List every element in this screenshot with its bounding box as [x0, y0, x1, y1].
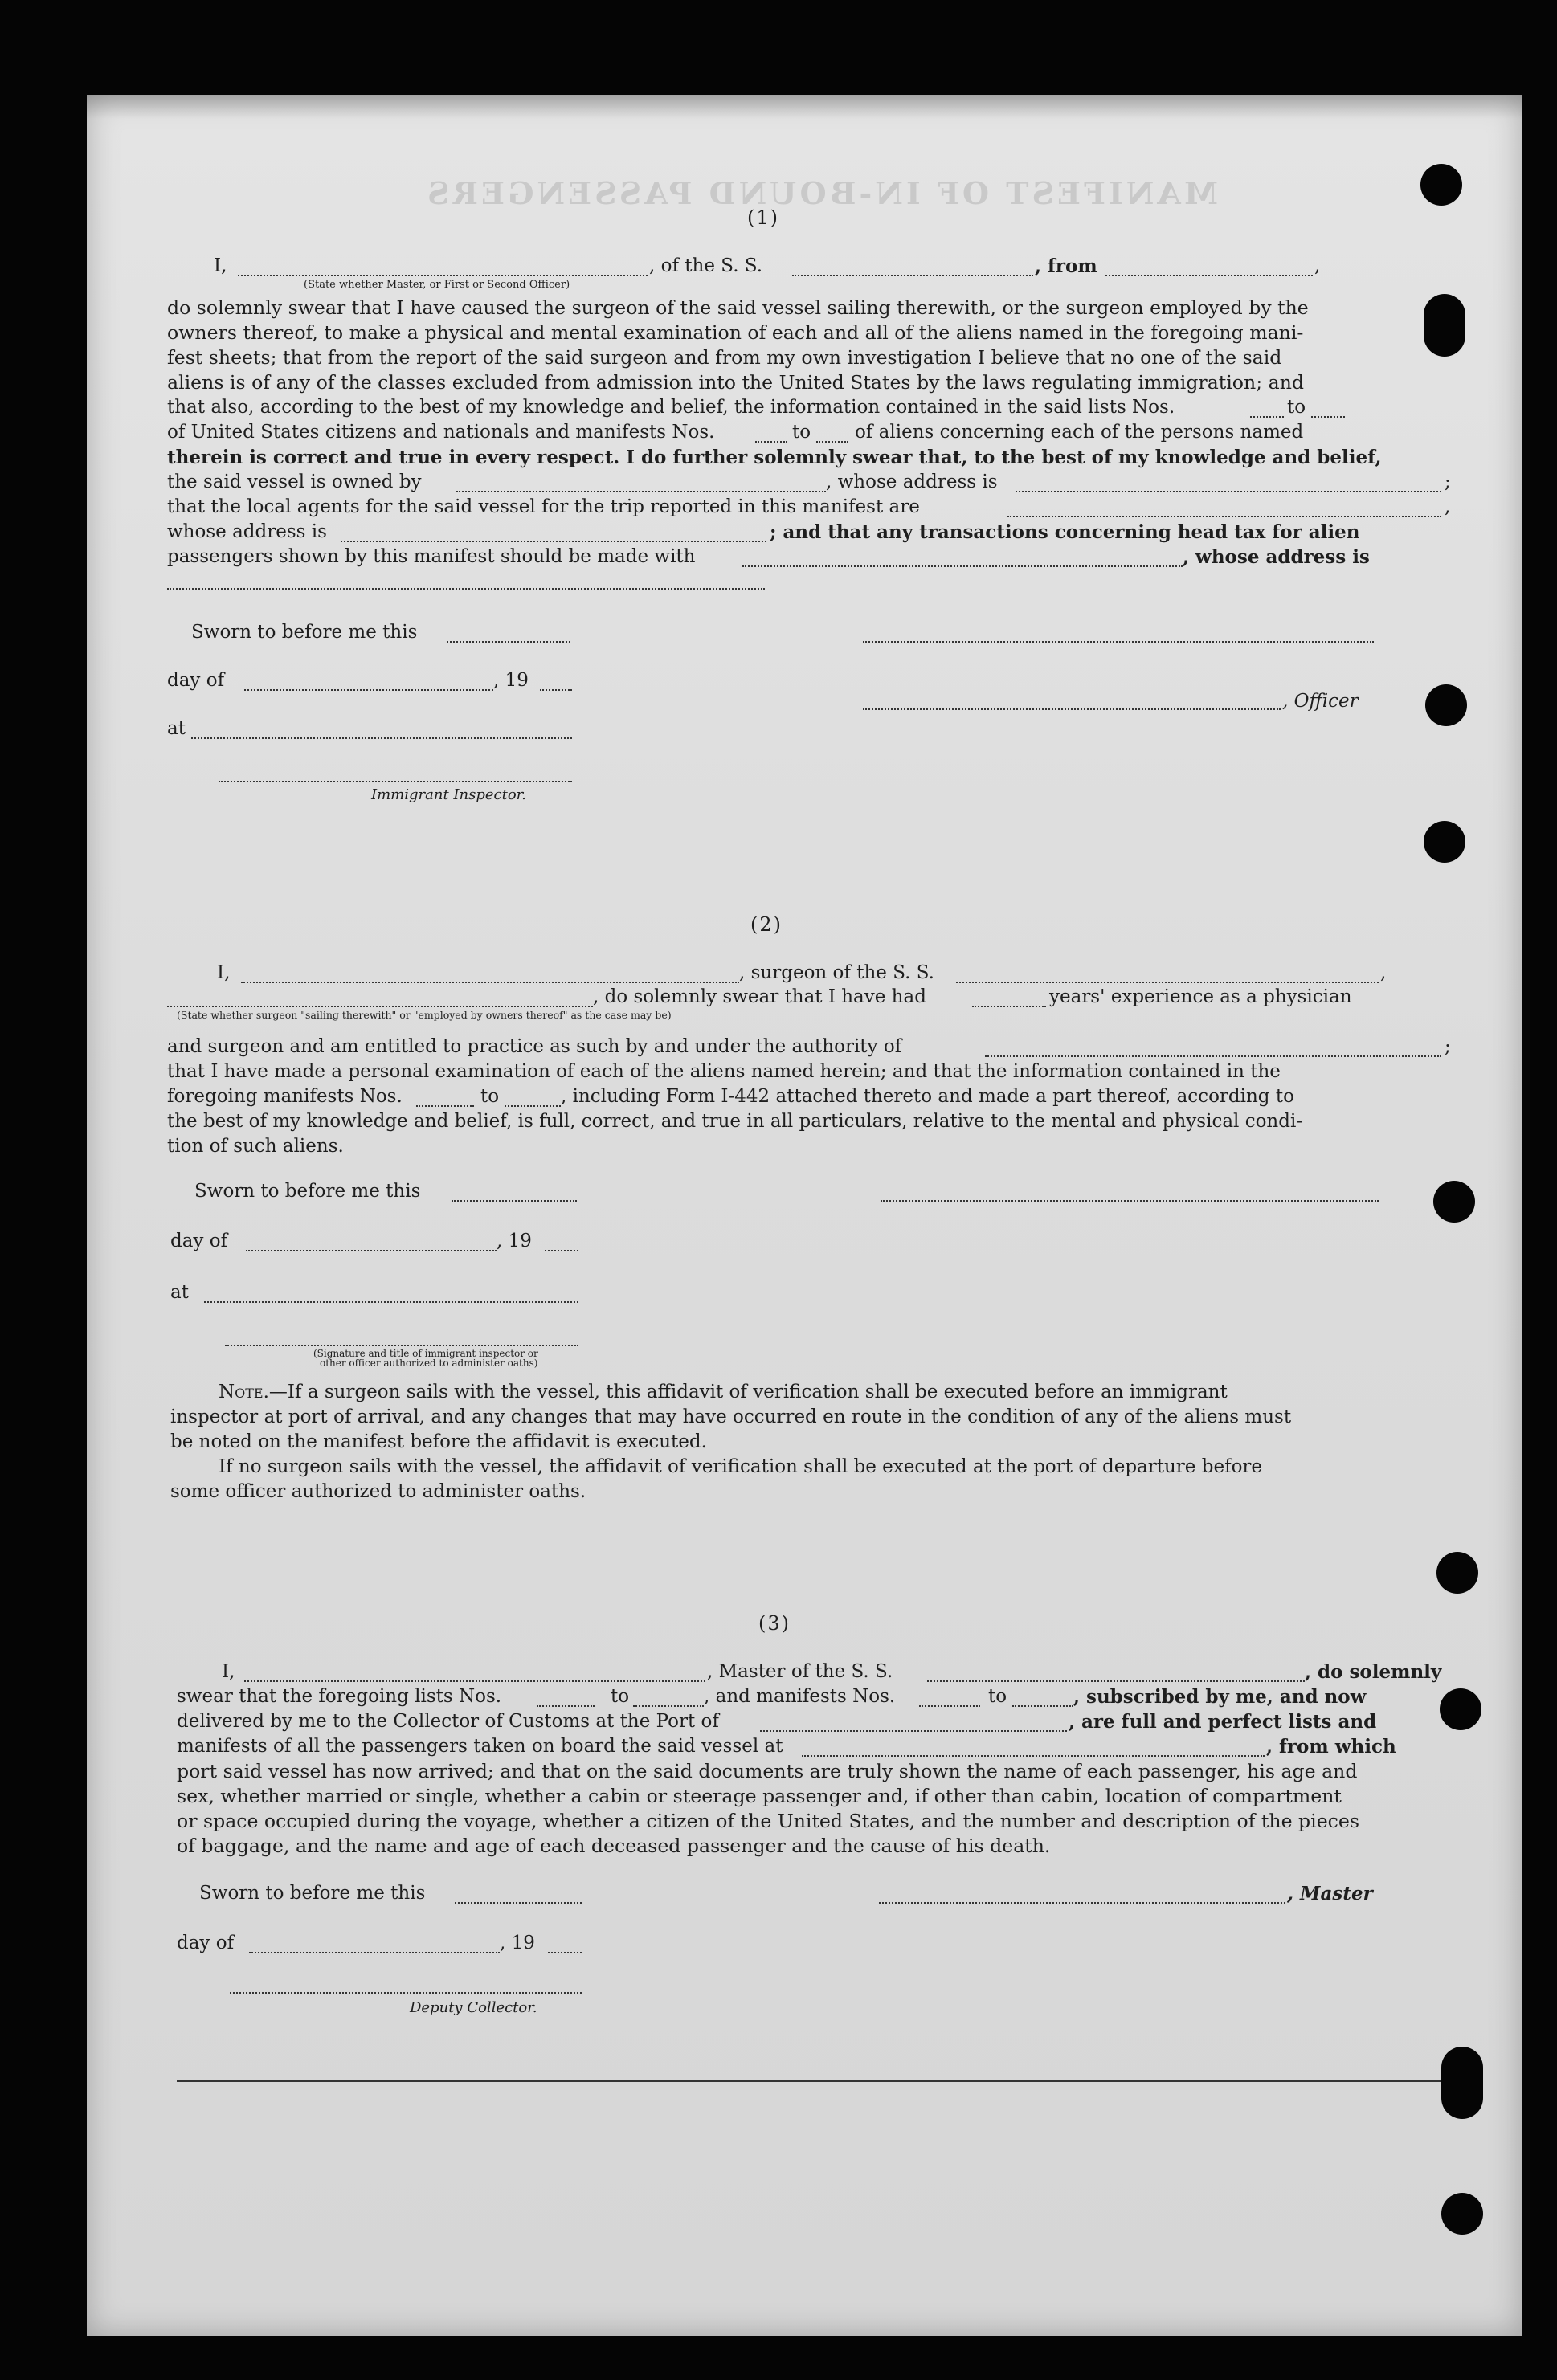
s1-manifests-to-blank	[816, 441, 848, 443]
s2-years: years' experience as a physician	[1049, 986, 1352, 1007]
s2-year-blank	[545, 1250, 578, 1251]
s1-sworn: Sworn to before me this	[191, 622, 418, 643]
s2-signature-line	[881, 1200, 1379, 1202]
s1-lists-to-blank	[1311, 416, 1345, 418]
s2-belief: the best of my knowledge and belief, is full, correct, and true in all particulars, relative to the mental and physical condi-	[167, 1111, 1303, 1132]
binder-hole-1	[1420, 164, 1462, 206]
s3-full-perfect: , are full and perfect lists and	[1069, 1711, 1377, 1733]
s2-authority-blank	[985, 1055, 1441, 1057]
s2-sworn-blank	[452, 1200, 577, 1202]
s2-semicolon: ;	[1445, 1036, 1451, 1057]
s1-lists-text: that also, according to the best of my knowledge and belief, the information contained in the said lists Nos.	[167, 397, 1175, 418]
s2-comma: ,	[1380, 962, 1387, 983]
s1-ship-name-blank	[792, 275, 1033, 276]
s1-manifests-from-blank	[755, 441, 787, 443]
s3-lists-to: to	[611, 1686, 630, 1707]
s3-deputy-line	[230, 1992, 582, 1994]
s3-master-of: , Master of the S. S.	[707, 1661, 893, 1682]
s2-inspector-line	[225, 1345, 578, 1346]
s2-sworn: Sworn to before me this	[194, 1181, 421, 1202]
s2-note-line-2: inspector at port of arrival, and any changes that may have occurred en route in the condition of any of the aliens must	[170, 1406, 1292, 1427]
s2-condition: tion of such aliens.	[167, 1136, 344, 1157]
s3-sworn: Sworn to before me this	[199, 1883, 426, 1904]
s1-officer-line	[863, 708, 1281, 710]
s1-agents-comma: ,	[1445, 496, 1451, 517]
s2-at: at	[170, 1282, 189, 1303]
s2-manifests-nos: foregoing manifests Nos.	[167, 1086, 403, 1107]
s2-solemnly: , do solemnly swear that I have had	[593, 986, 926, 1007]
s3-manifests-of-all: manifests of all the passengers taken on board the said vessel at	[177, 1736, 783, 1757]
s3-solemnly: , do solemnly	[1305, 1661, 1442, 1683]
s3-subscribed: , subscribed by me, and now	[1073, 1686, 1367, 1708]
s1-at: at	[167, 718, 186, 739]
s1-oath-line-3: fest sheets; that from the report of the said surgeon and from my own investigation I believe that no one of the said	[167, 346, 1282, 369]
s1-oath-line-4: aliens is of any of the classes excluded from admission into the United States by the laws regulating immigration; and	[167, 371, 1305, 394]
s2-manifests-to-blank	[505, 1105, 561, 1107]
s1-officer-signature-line	[863, 641, 1374, 643]
s1-owner-address-blank	[1016, 491, 1441, 492]
s1-whose-address-2: , whose address is	[1183, 546, 1370, 568]
s2-sig-note-1: (Signature and title of immigrant inspector or	[313, 1348, 538, 1359]
s2-examination: that I have made a personal examination of each of the aliens named herein; and that the information contained in the	[167, 1061, 1281, 1082]
s3-from-which: , from which	[1266, 1736, 1396, 1757]
s3-embarked-blank	[802, 1755, 1265, 1757]
s1-aliens-text: of aliens concerning each of the persons named	[855, 422, 1304, 443]
s3-manifests-from-blank	[919, 1705, 980, 1707]
s2-note-label: Note.	[219, 1382, 269, 1402]
binder-hole-4	[1424, 821, 1465, 863]
s3-sworn-blank	[455, 1902, 582, 1904]
binder-hole-2	[1424, 294, 1465, 357]
s3-oath-line-4: of baggage, and the name and age of each deceased passenger and the cause of his death.	[177, 1835, 1051, 1857]
s1-lists-from-blank	[1250, 416, 1284, 418]
s2-manifests-from-blank	[416, 1105, 474, 1107]
s1-oath-line-2: owners thereof, to make a physical and mental examination of each and all of the aliens named in the foregoing mani-	[167, 321, 1304, 344]
s1-head-tax-address-blank	[167, 588, 765, 590]
s2-sig-note-2: other officer authorized to administer oaths)	[320, 1357, 538, 1369]
s3-oath-line-2: sex, whether married or single, whether a cabin or steerage passenger and, if other than cabin, location of compartment	[177, 1785, 1342, 1807]
s2-note-line-4: If no surgeon sails with the vessel, the affidavit of verification shall be executed at the port of departure before	[219, 1456, 1263, 1477]
s3-ship-name-blank	[927, 1680, 1305, 1682]
s1-inspector-line	[219, 781, 572, 782]
s3-master-name-blank	[244, 1680, 705, 1682]
s2-manifests-to: to	[480, 1086, 500, 1107]
s2-note-line-5: some officer authorized to administer oaths.	[170, 1481, 586, 1502]
binder-hole-3	[1425, 684, 1467, 726]
top-fold-shadow	[87, 95, 1522, 119]
s1-comma: ,	[1314, 255, 1321, 276]
s3-year-blank	[548, 1952, 582, 1953]
s1-of-ss: , of the S. S.	[649, 255, 763, 276]
binder-hole-7	[1440, 1688, 1481, 1730]
s1-semicolon-1: ;	[1445, 472, 1451, 492]
s1-agents: that the local agents for the said vessel for the trip reported in this manifest are	[167, 496, 920, 517]
s1-from-blank	[1105, 275, 1313, 276]
s3-master-label: , Master	[1287, 1883, 1373, 1904]
s1-year-blank	[540, 689, 572, 691]
bottom-rule	[177, 2080, 1459, 2082]
form-sheet	[87, 95, 1522, 2336]
s1-manifests-to: to	[792, 422, 811, 443]
s2-at-blank	[204, 1301, 578, 1303]
s1-nineteen: , 19	[493, 670, 529, 691]
s1-agent-address-blank	[341, 541, 766, 542]
s1-from: , from	[1035, 255, 1097, 277]
s3-oath-line-1: port said vessel has now arrived; and that on the said documents are truly shown the name of each passenger, his age and	[177, 1760, 1358, 1782]
s1-owner-blank	[456, 491, 826, 492]
s2-surgeon-type-blank	[167, 1006, 593, 1007]
s1-officer-label: , Officer	[1282, 691, 1359, 712]
binder-hole-8	[1441, 2047, 1483, 2119]
s2-years-blank	[972, 1006, 1046, 1007]
s3-manifests: , and manifests Nos.	[704, 1686, 896, 1707]
s1-i: I,	[214, 255, 227, 276]
s1-whose-address: whose address is	[167, 521, 327, 542]
binder-hole-5	[1433, 1181, 1475, 1223]
s3-master-signature-line	[879, 1902, 1285, 1904]
s3-nineteen: , 19	[500, 1933, 535, 1953]
s1-manifests-text: of United States citizens and nationals and manifests Nos.	[167, 422, 715, 443]
s1-oath-paragraph	[167, 296, 1457, 395]
s1-sworn-blank	[447, 641, 570, 643]
s2-note-line-3: be noted on the manifest before the affidavit is executed.	[170, 1431, 707, 1452]
s2-day-of: day of	[170, 1231, 228, 1251]
s1-owner-address: , whose address is	[826, 472, 998, 492]
s1-head-tax: ; and that any transactions concerning head tax for alien	[770, 521, 1360, 543]
s3-deputy-label: Deputy Collector.	[410, 1999, 537, 2016]
s3-lists-to-blank	[633, 1705, 704, 1707]
s2-surgeon-of: , surgeon of the S. S.	[739, 962, 934, 983]
s3-oath-paragraph	[177, 1759, 1469, 1859]
s2-form-i442: , including Form I-442 attached thereto and made a part thereof, according to	[561, 1086, 1294, 1107]
section-2-number: (2)	[750, 913, 783, 936]
s1-further-oath: therein is correct and true in every respect. I do further solemnly swear that, to the best of my knowledge and belief,	[167, 447, 1382, 468]
s1-inspector-label: Immigrant Inspector.	[371, 786, 527, 803]
s3-port-blank	[760, 1730, 1067, 1732]
s3-day-of: day of	[177, 1933, 235, 1953]
s3-lists: swear that the foregoing lists Nos.	[177, 1686, 502, 1707]
s3-oath-line-3: or space occupied during the voyage, whether a citizen of the United States, and the number and description of the pieces	[177, 1810, 1359, 1832]
s2-i: I,	[217, 962, 231, 983]
s3-lists-from-blank	[537, 1705, 595, 1707]
s2-note-text-1: —If a surgeon sails with the vessel, this affidavit of verification shall be executed before an immigrant	[268, 1382, 1228, 1402]
s1-officer-rank-blank	[238, 275, 648, 276]
s2-type-note: (State whether surgeon "sailing therewith" or "employed by owners thereof" as the case may be)	[177, 1009, 672, 1021]
s2-nineteen: , 19	[497, 1231, 532, 1251]
s1-agents-blank	[1007, 516, 1441, 517]
s1-passengers: passengers shown by this manifest should be made with	[167, 546, 696, 567]
s1-owned-by: the said vessel is owned by	[167, 472, 422, 492]
s3-delivered: delivered by me to the Collector of Customs at the Port of	[177, 1711, 719, 1732]
s1-day-blank	[244, 689, 493, 691]
s2-day-blank	[246, 1250, 497, 1251]
s1-day-of: day of	[167, 670, 225, 691]
s3-manifests-to-blank	[1012, 1705, 1073, 1707]
s1-at-blank	[191, 737, 572, 739]
s3-day-blank	[249, 1952, 500, 1953]
s2-authority: and surgeon and am entitled to practice as such by and under the authority of	[167, 1036, 902, 1057]
section-3-number: (3)	[758, 1612, 791, 1635]
s1-head-tax-blank	[742, 565, 1183, 567]
section-1-number: (1)	[747, 206, 779, 229]
s2-surgeon-name-blank	[241, 982, 739, 983]
s3-i: I,	[222, 1661, 235, 1682]
bleed-through-heading: MANIFEST OF IN-BOUND PASSENGERS	[424, 175, 1218, 211]
s1-oath-line-1: do solemnly swear that I have caused the surgeon of the said vessel sailing therewith, or the surgeon employed by the	[167, 296, 1309, 319]
s3-manifests-to: to	[988, 1686, 1007, 1707]
s1-rank-note: (State whether Master, or First or Second Officer)	[304, 279, 570, 291]
s2-ship-name-blank	[956, 982, 1379, 983]
s2-note-line-1	[219, 1380, 1228, 1405]
binder-hole-6	[1436, 1552, 1478, 1594]
binder-hole-9	[1441, 2193, 1483, 2235]
s1-lists-to: to	[1287, 397, 1306, 418]
